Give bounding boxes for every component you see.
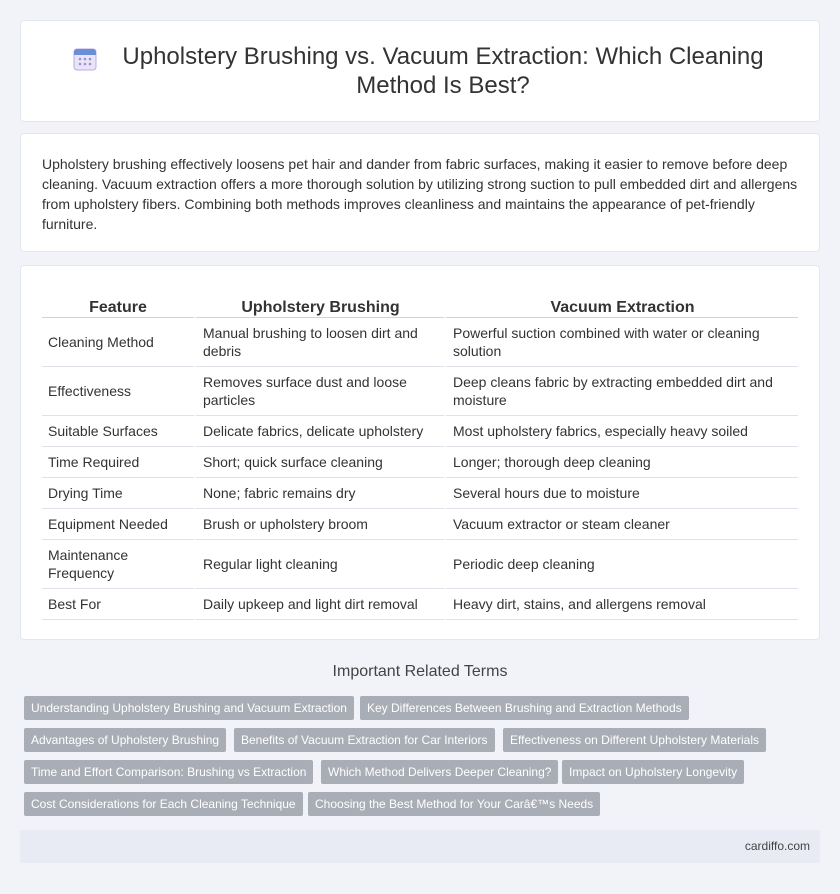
header-feature: Feature — [42, 296, 194, 318]
extraction-cell: Deep cleans fabric by extracting embedded dirt and moisture — [444, 367, 798, 416]
feature-cell: Drying Time — [42, 478, 194, 509]
related-tag[interactable]: Effectiveness on Different Upholstery Materials — [503, 728, 766, 752]
brushing-cell: Daily upkeep and light dirt removal — [194, 589, 444, 620]
feature-cell: Cleaning Method — [42, 318, 194, 367]
related-tag[interactable]: Impact on Upholstery Longevity — [562, 760, 744, 784]
extraction-cell: Periodic deep cleaning — [444, 540, 798, 589]
header-brushing: Upholstery Brushing — [194, 296, 444, 318]
extraction-cell: Longer; thorough deep cleaning — [444, 447, 798, 478]
table-row — [42, 447, 798, 478]
table-row — [42, 416, 798, 447]
extraction-cell: Several hours due to moisture — [444, 478, 798, 509]
footer — [20, 830, 820, 863]
brushing-cell: Delicate fabrics, delicate upholstery — [194, 416, 444, 447]
extraction-cell: Vacuum extractor or steam cleaner — [444, 509, 798, 540]
header-card — [20, 20, 820, 122]
related-tag[interactable]: Key Differences Between Brushing and Extraction Methods — [360, 696, 689, 720]
related-tag[interactable]: Time and Effort Comparison: Brushing vs Extraction — [24, 760, 313, 784]
feature-cell: Suitable Surfaces — [42, 416, 194, 447]
brushing-cell: Manual brushing to loosen dirt and debris — [194, 318, 444, 367]
brushing-cell: Removes surface dust and loose particles — [194, 367, 444, 416]
intro-paragraph: Upholstery brushing effectively loosens pet hair and dander from fabric surfaces, making it easier to remove before deep cleaning. Vacuum extraction offers a more thorough solution by utilizing strong suction to pull embedded dirt and allergens from upholstery fibers. Combining both methods improves cleanliness and maintains the appearance of pet-friendly furniture. — [42, 156, 798, 232]
extraction-cell: Powerful suction combined with water or cleaning solution — [444, 318, 798, 367]
related-tag[interactable]: Which Method Delivers Deeper Cleaning? — [321, 760, 558, 784]
page-title: Upholstery Brushing vs. Vacuum Extraction: Which Cleaning Method Is Best? — [122, 43, 764, 99]
comparison-card — [20, 265, 820, 640]
feature-cell: Time Required — [42, 447, 194, 478]
comparison-table — [42, 296, 798, 620]
brushing-cell: None; fabric remains dry — [194, 478, 444, 509]
extraction-cell: Most upholstery fabrics, especially heavy soiled — [444, 416, 798, 447]
brushing-cell: Short; quick surface cleaning — [194, 447, 444, 478]
related-tag[interactable]: Choosing the Best Method for Your Carâ€™s Needs — [308, 792, 600, 816]
table-row — [42, 589, 798, 620]
brushing-cell: Regular light cleaning — [194, 540, 444, 589]
table-header-row — [42, 296, 798, 318]
feature-cell: Best For — [42, 589, 194, 620]
header-extraction: Vacuum Extraction — [444, 296, 798, 318]
related-terms-title: Important Related Terms — [332, 663, 508, 680]
related-tag[interactable]: Understanding Upholstery Brushing and Vacuum Extraction — [24, 696, 354, 720]
table-row — [42, 367, 798, 416]
footer-site: cardiffo.com — [744, 839, 810, 853]
extraction-cell: Heavy dirt, stains, and allergens removal — [444, 589, 798, 620]
table-row — [42, 509, 798, 540]
related-tag[interactable]: Benefits of Vacuum Extraction for Car Interiors — [234, 728, 495, 752]
related-tag[interactable]: Cost Considerations for Each Cleaning Technique — [24, 792, 303, 816]
table-row — [42, 478, 798, 509]
feature-cell: Maintenance Frequency — [42, 540, 194, 589]
calendar-icon — [72, 46, 98, 72]
table-row — [42, 318, 798, 367]
related-tag[interactable]: Advantages of Upholstery Brushing — [24, 728, 226, 752]
intro-card — [20, 133, 820, 252]
table-row — [42, 540, 798, 589]
feature-cell: Equipment Needed — [42, 509, 194, 540]
feature-cell: Effectiveness — [42, 367, 194, 416]
brushing-cell: Brush or upholstery broom — [194, 509, 444, 540]
